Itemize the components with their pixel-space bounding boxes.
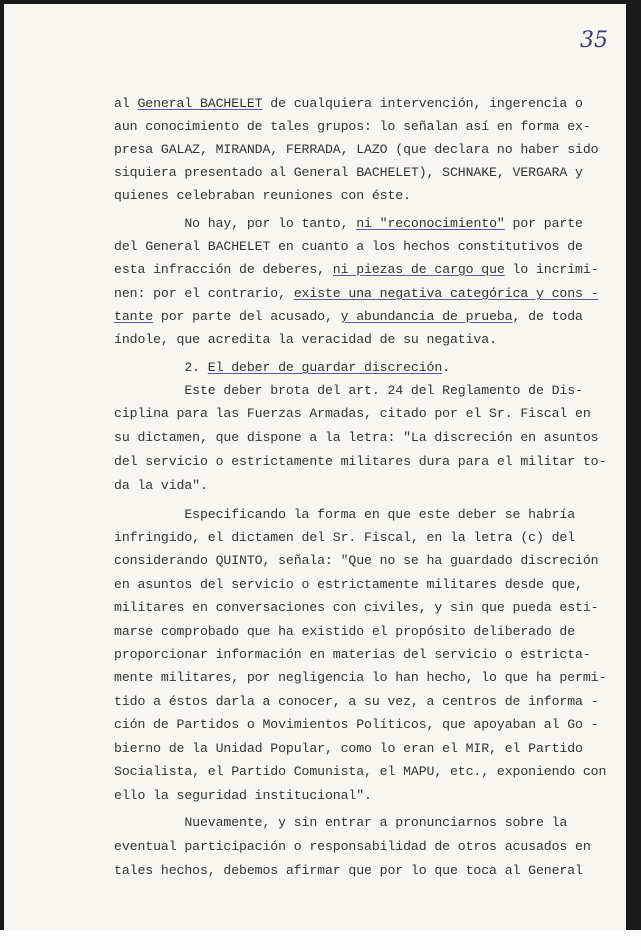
text-run: Especificando la forma en que este deber se habría (114, 507, 576, 522)
text-line (114, 863, 583, 878)
text-run: . (442, 360, 451, 375)
text-run: esta infracción de deberes, (114, 262, 333, 277)
text-line (114, 624, 575, 639)
text-line (114, 788, 372, 803)
text-line (114, 670, 606, 685)
text-run: considerando QUINTO, señala: "Que no se ha guardado discreción (114, 553, 599, 568)
text-line (114, 694, 598, 709)
text-run: 2. (114, 360, 208, 375)
text-run: bierno de la Unidad Popular, como lo eran el MIR, el Partido (114, 741, 583, 756)
text-run: quienes celebraban reuniones con éste. (114, 188, 411, 203)
text-line (114, 454, 606, 469)
text-run: al (114, 96, 138, 111)
text-line (114, 577, 583, 592)
underlined-phrase: tante (114, 309, 154, 324)
text-run: lo incrimi- (504, 262, 599, 277)
text-line (114, 262, 598, 277)
text-run: infringido, el dictamen del Sr. Fiscal, en la letra (c) del (114, 530, 576, 545)
text-line (114, 286, 598, 301)
text-line (114, 717, 598, 732)
text-run: ción de Partidos o Movimientos Políticos, que apoyaban al Go - (114, 717, 599, 732)
text-run: No hay, por lo tanto, (114, 216, 357, 231)
text-line (114, 430, 598, 445)
text-run: proporcionar información en materias del servicio o estricta- (114, 647, 591, 662)
underlined-phrase: ni piezas de cargo que (332, 262, 505, 277)
text-line (114, 839, 591, 854)
text-run: militares en conversaciones con civiles, y sin que pueda esti- (114, 600, 599, 615)
text-run: del General BACHELET en cuanto a los hechos constitutivos de (114, 239, 583, 254)
text-run: del servicio o estrictamente militares dura para el militar to- (114, 454, 607, 469)
text-line (114, 239, 583, 254)
text-line (114, 309, 583, 324)
text-run: Socialista, el Partido Comunista, el MAPU, etc., exponiendo con (114, 764, 607, 779)
text-run: ciplina para las Fuerzas Armadas, citado por el Sr. Fiscal en (114, 406, 591, 421)
page-number: 35 (580, 28, 608, 53)
text-run: en asuntos del servicio o estrictamente militares desde que, (114, 577, 583, 592)
underlined-phrase: General BACHELET (137, 96, 263, 111)
text-run: tido a éstos darla a conocer, a su vez, a centros de informa - (114, 694, 599, 709)
text-line (114, 530, 575, 545)
text-run: presa GALAZ, MIRANDA, FERRADA, LAZO (que declara no haber sido (114, 142, 599, 157)
text-line (114, 165, 583, 180)
text-line (114, 507, 575, 522)
text-run: por parte del acusado, (153, 309, 341, 324)
text-run: ello la seguridad institucional". (114, 788, 372, 803)
text-line (114, 96, 583, 111)
text-line (114, 119, 591, 134)
document-page (4, 4, 626, 930)
text-line (114, 741, 583, 756)
text-run: índole, que acredita la veracidad de su negativa. (114, 332, 497, 347)
text-run: Nuevamente, y sin entrar a pronunciarnos sobre la (114, 815, 568, 830)
underlined-phrase: existe una negativa categórica y cons - (293, 286, 599, 301)
underlined-phrase: El deber de guardar discreción (207, 360, 443, 375)
underlined-phrase: ni "reconocimiento" (356, 216, 505, 231)
text-run: de cualquiera intervención, ingerencia o (262, 96, 583, 111)
text-run: Este deber brota del art. 24 del Reglamento de Dis- (114, 383, 583, 398)
underlined-phrase: y abundancia de prueba (340, 309, 513, 324)
text-run: por parte (504, 216, 583, 231)
text-run: , de toda (512, 309, 583, 324)
text-line (114, 406, 591, 421)
text-line (114, 142, 598, 157)
text-line (114, 764, 606, 779)
text-line (114, 188, 411, 203)
text-line (114, 383, 583, 398)
text-run: da la vida". (114, 478, 208, 493)
scan-margin (0, 930, 641, 950)
text-line (114, 647, 591, 662)
text-run: marse comprobado que ha existido el propósito deliberado de (114, 624, 576, 639)
text-line (114, 360, 450, 375)
text-line (114, 553, 598, 568)
text-line (114, 332, 497, 347)
text-line (114, 216, 583, 231)
text-run: nen: por el contrario, (114, 286, 294, 301)
text-line (114, 600, 598, 615)
text-line (114, 815, 567, 830)
text-run: aun conocimiento de tales grupos: lo señalan así en forma ex- (114, 119, 591, 134)
text-run: eventual participación o responsabilidad de otros acusados en (114, 839, 591, 854)
text-run: siquiera presentado al General BACHELET), SCHNAKE, VERGARA y (114, 165, 583, 180)
text-run: mente militares, por negligencia lo han hecho, lo que ha permi- (114, 670, 607, 685)
text-line (114, 478, 208, 493)
text-run: tales hechos, debemos afirmar que por lo que toca al General (114, 863, 583, 878)
text-run: su dictamen, que dispone a la letra: "La discreción en asuntos (114, 430, 599, 445)
